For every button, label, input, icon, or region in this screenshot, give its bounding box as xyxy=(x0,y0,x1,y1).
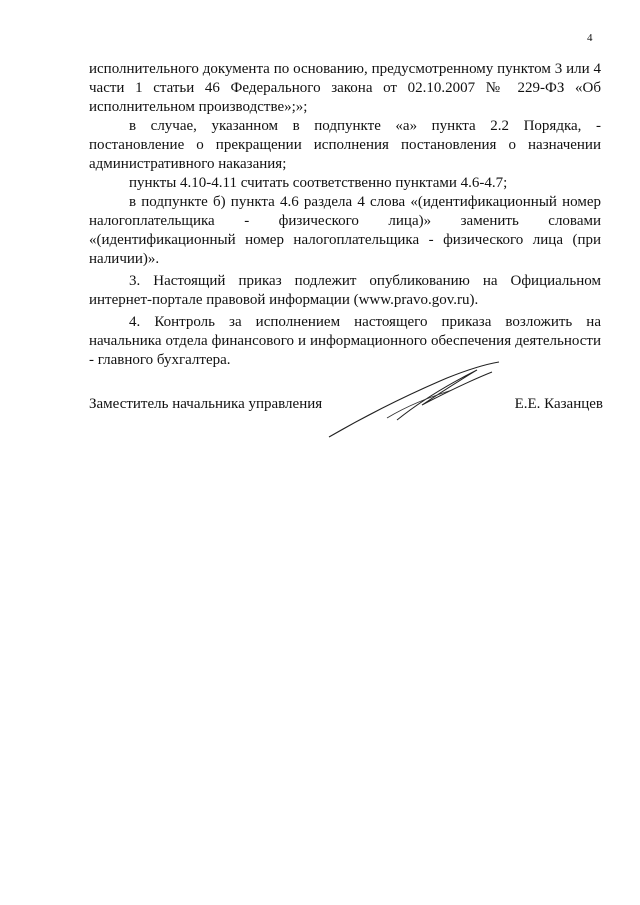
signature-block xyxy=(89,395,603,445)
signatory-name: Е.Е. Казанцев xyxy=(514,396,603,412)
paragraph-case-a: в случае, указанном в подпункте «а» пункта 2.2 Порядка, - постановление о прекращении исполнения постановления о назначении административного наказания; xyxy=(89,118,601,172)
paragraph-continuation: исполнительного документа по основанию, предусмотренному пунктом 3 или 4 части 1 статьи 46 Федерального закона от 02.10.2007 № 229-ФЗ «Об исполнительном производстве»;»; xyxy=(89,61,601,115)
paragraph-renumbering: пункты 4.10-4.11 считать соответственно пунктами 4.6-4.7; xyxy=(129,175,508,191)
signatory-position: Заместитель начальника управления xyxy=(89,396,323,412)
paragraph-control: 4. Контроль за исполнением настоящего приказа возложить на начальника отдела финансового и информационного обеспечения деятельности - главного бухгалтера. xyxy=(89,314,601,368)
paragraph-publication: 3. Настоящий приказ подлежит опубликованию на Официальном интернет-портале правовой информации (www.pravo.gov.ru). xyxy=(89,273,601,308)
paragraph-subpoint-b: в подпункте б) пункта 4.6 раздела 4 слова «(идентификационный номер налогоплательщика - физического лица)» заменить словами «(идентификационный номер налогоплательщика - физического лица (при наличии)». xyxy=(89,194,601,267)
document-body xyxy=(89,60,601,370)
handwritten-signature-icon xyxy=(327,360,502,440)
page-number: 4 xyxy=(587,32,593,44)
